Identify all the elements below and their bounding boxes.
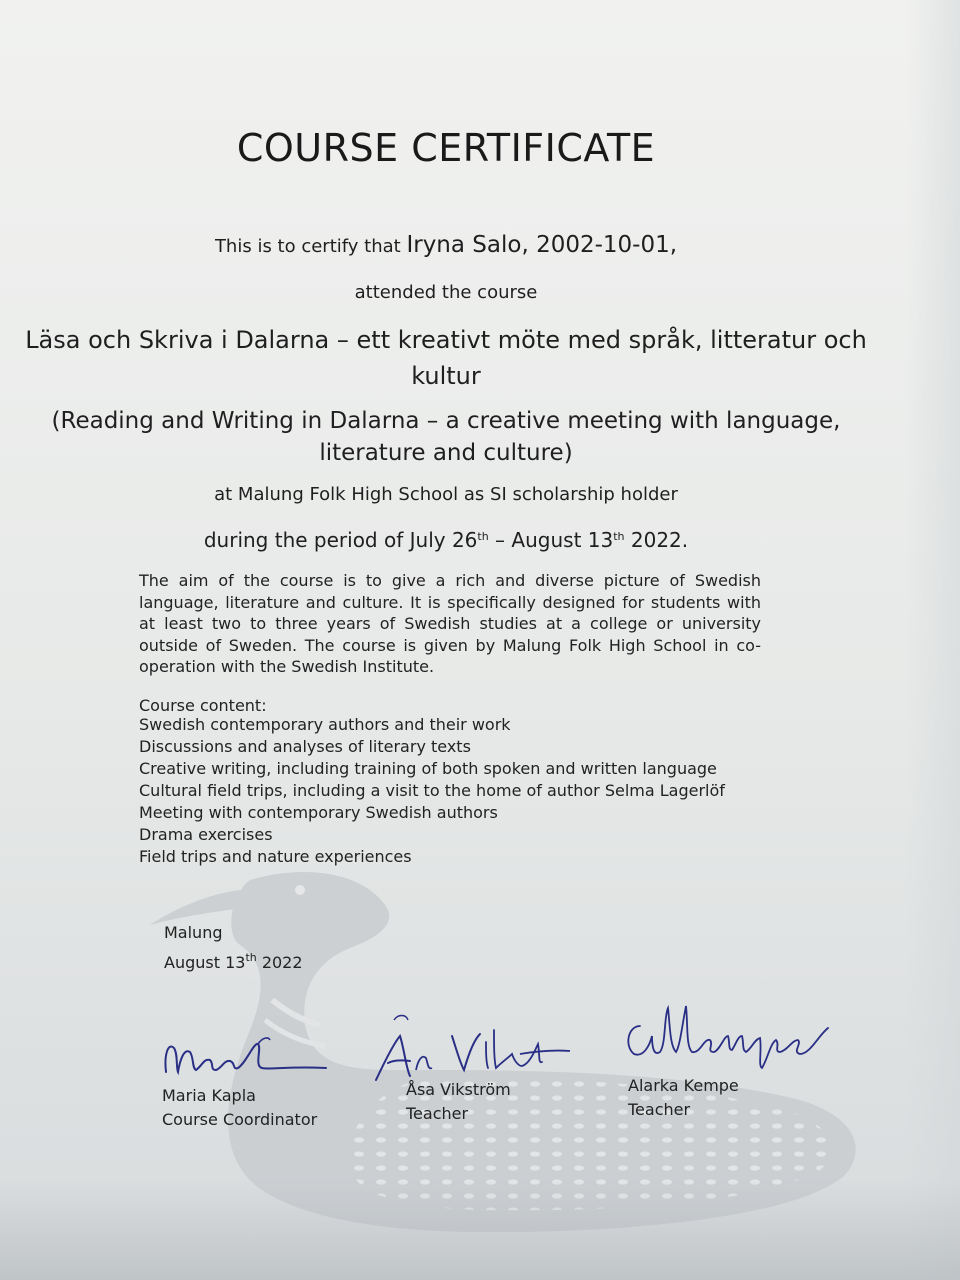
signature-asa-vikstrom	[370, 1008, 575, 1088]
period-middle: – August 13	[488, 528, 614, 552]
course-title-english: (Reading and Writing in Dalarna – a creative meeting with language, literature and culture)	[51, 408, 841, 466]
list-item: Discussions and analyses of literary texts	[139, 737, 471, 756]
date-suffix: th	[245, 951, 257, 964]
date-year: 2022	[256, 953, 303, 972]
list-item: Field trips and nature experiences	[139, 847, 412, 866]
signer-name: Alarka Kempe	[628, 1076, 739, 1095]
list-item: Cultural field trips, including a visit to the home of author Selma Lagerlöf	[139, 781, 725, 800]
period-prefix: during the period of July 26	[203, 528, 478, 552]
signer-role: Teacher	[628, 1100, 691, 1119]
date-prefix: August 13	[164, 953, 246, 972]
signer-role: Course Coordinator	[162, 1110, 318, 1129]
signer-name: Åsa Vikström	[406, 1080, 511, 1099]
signer-alarka-kempe	[628, 1074, 739, 1122]
course-aim-paragraph: The aim of the course is to give a rich and diverse picture of Swedish language, literature and culture. It is specifically designed for students with at least two to three years of Swedish studies at a college or university outside of Sweden. The course is given by Malung Folk High School in co-operation with the Swedish Institute.	[139, 571, 761, 676]
signer-role: Teacher	[406, 1104, 469, 1123]
list-item: Creative writing, including training of both spoken and written language	[139, 759, 717, 778]
signer-asa-vikstrom	[406, 1078, 511, 1126]
period-start-suffix: th	[477, 530, 489, 543]
paper-edge-shade	[905, 0, 960, 1280]
list-item: Meeting with contemporary Swedish authors	[139, 803, 498, 822]
certify-statement	[0, 232, 892, 258]
course-title-swedish: Läsa och Skriva i Dalarna – ett kreativt möte med språk, litteratur och kultur	[25, 326, 867, 390]
bottom-shadow	[0, 1180, 960, 1280]
certificate-title: COURSE CERTIFICATE	[236, 126, 656, 170]
place: Malung	[164, 923, 223, 942]
course-period	[0, 528, 892, 552]
certify-prefix: This is to certify that	[214, 236, 401, 257]
signer-name: Maria Kapla	[162, 1086, 256, 1105]
signature-maria-kapla	[158, 1030, 333, 1090]
place-and-date	[164, 920, 303, 975]
period-end-suffix: th	[613, 530, 625, 543]
attended-text: attended the course	[354, 282, 538, 303]
signer-maria-kapla	[162, 1084, 317, 1132]
course-content-list	[139, 714, 725, 868]
school-line: at Malung Folk High School as SI scholarship holder	[214, 484, 678, 505]
list-item: Drama exercises	[139, 825, 273, 844]
period-end: 2022.	[624, 528, 689, 552]
issue-date	[164, 945, 303, 975]
student-name: Iryna Salo, 2002-10-01,	[406, 232, 678, 258]
course-content-heading: Course content:	[139, 696, 267, 715]
signature-alarka-kempe	[620, 996, 835, 1076]
list-item: Swedish contemporary authors and their work	[139, 715, 511, 734]
